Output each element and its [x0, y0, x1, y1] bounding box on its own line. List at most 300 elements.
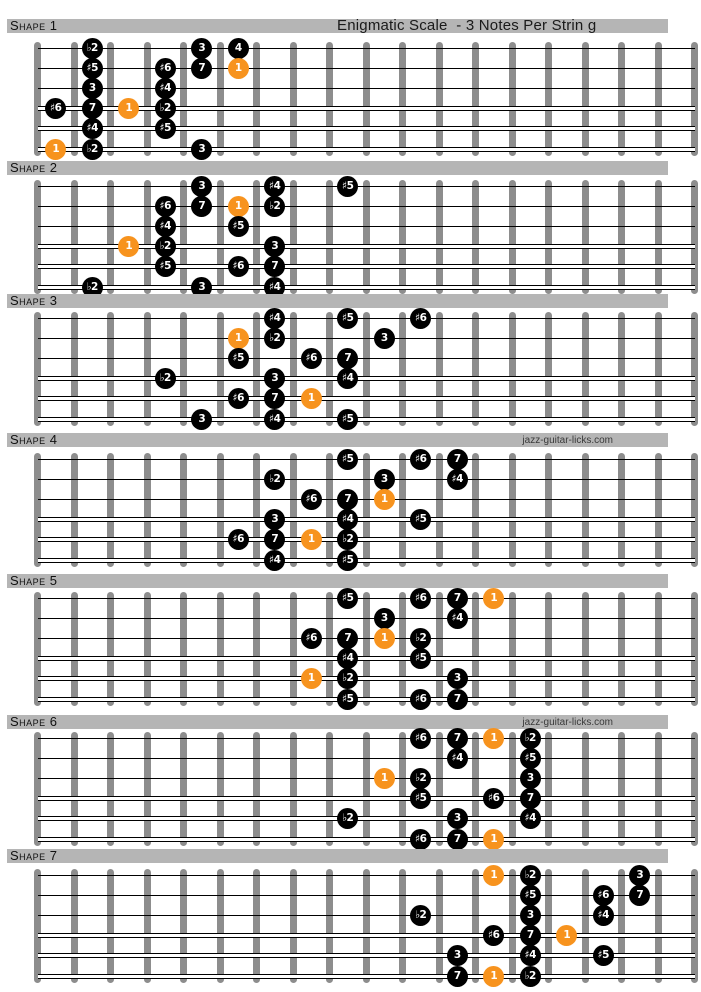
note-dot: ♯6: [410, 308, 431, 329]
fret-bar: [691, 180, 698, 294]
fret-bar: [253, 732, 260, 846]
string-line: [38, 285, 695, 290]
fret-bar: [34, 180, 41, 294]
fret-bar: [144, 732, 151, 846]
fret-bar: [618, 592, 625, 706]
fret-bar: [545, 453, 552, 567]
fret-bar: [399, 453, 406, 567]
fret-bar: [326, 312, 333, 426]
note-dot: 7: [447, 829, 468, 850]
note-dot: 3: [520, 905, 541, 926]
fret-bar: [71, 42, 78, 156]
string-line: [38, 638, 695, 639]
note-dot: ♯4: [264, 277, 285, 298]
string-line: [38, 396, 695, 401]
note-dot: ♭2: [337, 529, 358, 550]
fret-bar: [436, 312, 443, 426]
note-dot: ♭2: [410, 628, 431, 649]
fret-bar: [253, 312, 260, 426]
shape-header-label: Shape 1: [10, 18, 58, 33]
fret-bar: [180, 453, 187, 567]
fret-bar: [326, 180, 333, 294]
fret-bar: [107, 732, 114, 846]
note-dot: ♭2: [410, 905, 431, 926]
note-dot: ♭2: [520, 966, 541, 987]
fret-bar: [509, 869, 516, 983]
fret-bar: [217, 869, 224, 983]
note-dot: ♭2: [264, 196, 285, 217]
fret-bar: [107, 180, 114, 294]
watermark-text: jazz-guitar-licks.com: [522, 435, 613, 446]
fret-bar: [399, 42, 406, 156]
page-title: Enigmatic Scale - 3 Notes Per Strin g: [337, 17, 597, 34]
string-line: [38, 376, 695, 381]
fret-bar: [691, 453, 698, 567]
fret-bar: [253, 869, 260, 983]
fret-bar: [144, 592, 151, 706]
note-dot: ♯4: [264, 409, 285, 430]
fret-bar: [655, 312, 662, 426]
string-line: [38, 558, 695, 563]
fret-bar: [399, 592, 406, 706]
fret-bar: [582, 42, 589, 156]
string-line: [38, 338, 695, 339]
note-dot: ♯4: [520, 945, 541, 966]
note-dot: ♯5: [520, 748, 541, 769]
string-line: [38, 459, 695, 460]
fret-bar: [363, 592, 370, 706]
root-dot: 1: [228, 328, 249, 349]
fret-bar: [144, 869, 151, 983]
note-dot: ♯6: [410, 588, 431, 609]
fret-bar: [363, 180, 370, 294]
note-dot: ♯6: [228, 256, 249, 277]
note-dot: ♯4: [593, 905, 614, 926]
fret-bar: [217, 453, 224, 567]
note-dot: 7: [447, 728, 468, 749]
string-line: [38, 974, 695, 979]
note-dot: ♯6: [410, 728, 431, 749]
note-dot: 7: [264, 256, 285, 277]
fret-bar: [399, 732, 406, 846]
note-dot: ♯5: [410, 788, 431, 809]
note-dot: 3: [447, 668, 468, 689]
note-dot: ♭2: [264, 328, 285, 349]
shape-header-label: Shape 5: [10, 573, 58, 588]
fret-bar: [582, 180, 589, 294]
note-dot: 7: [337, 489, 358, 510]
note-dot: 3: [447, 808, 468, 829]
note-dot: ♯5: [337, 308, 358, 329]
root-dot: 1: [228, 58, 249, 79]
string-line: [38, 48, 695, 49]
fret-bar: [144, 453, 151, 567]
string-line: [38, 226, 695, 227]
fret-bar: [71, 312, 78, 426]
root-dot: 1: [118, 98, 139, 119]
note-dot: ♯6: [228, 529, 249, 550]
note-dot: ♯6: [483, 925, 504, 946]
fret-bar: [618, 732, 625, 846]
fret-bar: [217, 180, 224, 294]
note-dot: 7: [82, 98, 103, 119]
fret-bar: [107, 453, 114, 567]
fret-bar: [509, 312, 516, 426]
string-line: [38, 358, 695, 359]
fret-bar: [509, 42, 516, 156]
string-line: [38, 517, 695, 522]
note-dot: 3: [374, 328, 395, 349]
note-dot: ♭2: [82, 139, 103, 160]
fret-bar: [144, 180, 151, 294]
note-dot: ♯6: [410, 449, 431, 470]
fret-bar: [107, 312, 114, 426]
fret-bar: [363, 312, 370, 426]
note-dot: 3: [191, 277, 212, 298]
note-dot: 3: [629, 865, 650, 886]
fret-bar: [509, 180, 516, 294]
fret-bar: [180, 869, 187, 983]
fret-bar: [180, 312, 187, 426]
note-dot: ♭2: [155, 236, 176, 257]
note-dot: ♯5: [337, 689, 358, 710]
note-dot: ♯5: [82, 58, 103, 79]
note-dot: ♯6: [593, 885, 614, 906]
note-dot: ♯5: [337, 176, 358, 197]
fret-bar: [107, 42, 114, 156]
root-dot: 1: [301, 668, 322, 689]
fret-bar: [691, 592, 698, 706]
fret-bar: [472, 453, 479, 567]
note-dot: 3: [520, 768, 541, 789]
note-dot: ♭2: [410, 768, 431, 789]
note-dot: ♭2: [155, 368, 176, 389]
fret-bar: [399, 180, 406, 294]
note-dot: ♯6: [301, 628, 322, 649]
fret-bar: [545, 180, 552, 294]
string-line: [38, 933, 695, 938]
root-dot: 1: [374, 489, 395, 510]
fret-bar: [618, 453, 625, 567]
note-dot: ♯6: [483, 788, 504, 809]
root-dot: 1: [483, 588, 504, 609]
fret-bar: [509, 592, 516, 706]
note-dot: 3: [374, 608, 395, 629]
fret-bar: [436, 592, 443, 706]
fret-bar: [326, 42, 333, 156]
fret-bar: [582, 592, 589, 706]
fret-bar: [180, 592, 187, 706]
fret-bar: [34, 869, 41, 983]
fret-bar: [290, 592, 297, 706]
note-dot: ♯5: [337, 449, 358, 470]
fret-bar: [180, 732, 187, 846]
fret-bar: [436, 732, 443, 846]
fret-bar: [253, 592, 260, 706]
fret-bar: [217, 42, 224, 156]
note-dot: 3: [447, 945, 468, 966]
note-dot: ♯5: [593, 945, 614, 966]
fret-bar: [290, 42, 297, 156]
shape-header-bar: [7, 574, 668, 588]
note-dot: ♯4: [337, 648, 358, 669]
fret-bar: [71, 869, 78, 983]
note-dot: 3: [264, 509, 285, 530]
string-line: [38, 875, 695, 876]
string-line: [38, 126, 695, 131]
fret-bar: [655, 42, 662, 156]
fret-bar: [582, 869, 589, 983]
note-dot: ♯6: [301, 489, 322, 510]
shape-header-bar: [7, 19, 668, 33]
note-dot: ♯4: [447, 608, 468, 629]
fret-bar: [71, 732, 78, 846]
fret-bar: [655, 592, 662, 706]
fret-bar: [71, 592, 78, 706]
root-dot: 1: [228, 196, 249, 217]
fret-bar: [107, 592, 114, 706]
fret-bar: [691, 312, 698, 426]
string-line: [38, 697, 695, 702]
fret-bar: [436, 42, 443, 156]
fret-bar: [290, 180, 297, 294]
string-line: [38, 417, 695, 422]
fret-bar: [472, 592, 479, 706]
fret-bar: [34, 42, 41, 156]
note-dot: 3: [264, 236, 285, 257]
note-dot: ♯4: [155, 78, 176, 99]
string-line: [38, 68, 695, 69]
fret-bar: [691, 42, 698, 156]
note-dot: ♯5: [337, 550, 358, 571]
fret-bar: [290, 453, 297, 567]
note-dot: ♭2: [155, 98, 176, 119]
string-line: [38, 816, 695, 821]
note-dot: ♯5: [337, 409, 358, 430]
string-line: [38, 186, 695, 187]
shape-header-label: Shape 4: [10, 432, 58, 447]
note-dot: ♭2: [520, 728, 541, 749]
note-dot: ♯5: [155, 256, 176, 277]
string-line: [38, 88, 695, 89]
fret-bar: [326, 732, 333, 846]
root-dot: 1: [556, 925, 577, 946]
string-line: [38, 318, 695, 319]
root-dot: 1: [483, 865, 504, 886]
fret-bar: [655, 732, 662, 846]
fret-bar: [71, 453, 78, 567]
root-dot: 1: [301, 529, 322, 550]
shape-header-bar: [7, 161, 668, 175]
shape-header-label: Shape 6: [10, 714, 58, 729]
fret-bar: [363, 42, 370, 156]
root-dot: 1: [374, 768, 395, 789]
string-line: [38, 598, 695, 599]
fret-bar: [655, 180, 662, 294]
string-line: [38, 206, 695, 207]
fret-bar: [436, 180, 443, 294]
note-dot: ♯4: [337, 509, 358, 530]
note-dot: 7: [337, 628, 358, 649]
watermark-text: jazz-guitar-licks.com: [522, 717, 613, 728]
shape-header-label: Shape 2: [10, 160, 58, 175]
note-dot: ♭2: [82, 38, 103, 59]
note-dot: ♯4: [264, 176, 285, 197]
root-dot: 1: [301, 388, 322, 409]
note-dot: ♯6: [301, 348, 322, 369]
fret-bar: [618, 869, 625, 983]
note-dot: ♯4: [264, 550, 285, 571]
fret-bar: [290, 869, 297, 983]
root-dot: 1: [483, 829, 504, 850]
fret-bar: [509, 453, 516, 567]
note-dot: ♭2: [520, 865, 541, 886]
shape-header-bar: [7, 433, 668, 447]
fret-bar: [691, 732, 698, 846]
fret-bar: [618, 180, 625, 294]
fret-bar: [144, 312, 151, 426]
string-line: [38, 537, 695, 542]
shape-header-bar: [7, 715, 668, 729]
note-dot: 7: [447, 588, 468, 609]
note-dot: 7: [191, 196, 212, 217]
note-dot: ♯6: [155, 58, 176, 79]
fret-bar: [363, 869, 370, 983]
note-dot: ♯4: [82, 118, 103, 139]
note-dot: 3: [264, 368, 285, 389]
string-line: [38, 147, 695, 152]
note-dot: ♯5: [337, 588, 358, 609]
fret-bar: [71, 180, 78, 294]
note-dot: 7: [264, 388, 285, 409]
fret-bar: [618, 312, 625, 426]
note-dot: 7: [629, 885, 650, 906]
note-dot: 7: [447, 966, 468, 987]
fret-bar: [34, 732, 41, 846]
string-line: [38, 618, 695, 619]
fret-bar: [326, 869, 333, 983]
fret-bar: [363, 732, 370, 846]
fret-bar: [545, 732, 552, 846]
fret-bar: [545, 42, 552, 156]
fret-bar: [545, 869, 552, 983]
note-dot: ♯4: [447, 469, 468, 490]
root-dot: 1: [45, 139, 66, 160]
note-dot: ♯6: [410, 829, 431, 850]
fret-bar: [545, 592, 552, 706]
note-dot: ♯4: [520, 808, 541, 829]
shape-header-bar: [7, 849, 668, 863]
string-line: [38, 758, 695, 759]
fret-bar: [253, 42, 260, 156]
note-dot: 7: [520, 925, 541, 946]
string-line: [38, 778, 695, 779]
fret-bar: [253, 180, 260, 294]
fret-bar: [326, 453, 333, 567]
note-dot: 7: [447, 449, 468, 470]
string-line: [38, 738, 695, 739]
fret-bar: [582, 453, 589, 567]
fret-bar: [545, 312, 552, 426]
fret-bar: [290, 732, 297, 846]
note-dot: ♭2: [264, 469, 285, 490]
shape-header-label: Shape 7: [10, 848, 58, 863]
string-line: [38, 796, 695, 801]
string-line: [38, 264, 695, 269]
string-line: [38, 837, 695, 842]
note-dot: 3: [82, 78, 103, 99]
note-dot: ♯5: [410, 509, 431, 530]
note-dot: 3: [191, 139, 212, 160]
fret-bar: [34, 312, 41, 426]
note-dot: 7: [337, 348, 358, 369]
note-dot: ♯6: [228, 388, 249, 409]
fret-bar: [472, 869, 479, 983]
note-dot: ♯4: [337, 368, 358, 389]
fret-bar: [582, 312, 589, 426]
fret-bar: [217, 732, 224, 846]
note-dot: 3: [191, 38, 212, 59]
note-dot: 7: [447, 689, 468, 710]
fret-bar: [472, 312, 479, 426]
note-dot: ♯4: [264, 308, 285, 329]
fret-bar: [436, 869, 443, 983]
note-dot: 4: [228, 38, 249, 59]
note-dot: 3: [191, 176, 212, 197]
note-dot: ♯5: [228, 216, 249, 237]
note-dot: 7: [191, 58, 212, 79]
shape-header-bar: [7, 294, 668, 308]
fret-bar: [655, 869, 662, 983]
note-dot: 7: [520, 788, 541, 809]
fret-bar: [691, 869, 698, 983]
fret-bar: [472, 180, 479, 294]
fret-bar: [107, 869, 114, 983]
shape-header-label: Shape 3: [10, 293, 58, 308]
fret-bar: [290, 312, 297, 426]
fret-bar: [180, 180, 187, 294]
note-dot: 7: [264, 529, 285, 550]
note-dot: ♯4: [447, 748, 468, 769]
fret-bar: [472, 732, 479, 846]
root-dot: 1: [118, 236, 139, 257]
fret-bar: [253, 453, 260, 567]
fret-bar: [180, 42, 187, 156]
note-dot: ♯5: [410, 648, 431, 669]
fret-bar: [399, 869, 406, 983]
fret-bar: [655, 453, 662, 567]
fret-bar: [582, 732, 589, 846]
note-dot: ♯6: [45, 98, 66, 119]
note-dot: ♯6: [155, 196, 176, 217]
note-dot: 3: [191, 409, 212, 430]
note-dot: ♯5: [228, 348, 249, 369]
fret-bar: [363, 453, 370, 567]
note-dot: ♭2: [337, 668, 358, 689]
fret-bar: [326, 592, 333, 706]
fret-bar: [34, 453, 41, 567]
note-dot: ♯6: [410, 689, 431, 710]
string-line: [38, 656, 695, 661]
fret-bar: [399, 312, 406, 426]
fret-bar: [217, 312, 224, 426]
root-dot: 1: [374, 628, 395, 649]
fret-bar: [34, 592, 41, 706]
string-line: [38, 499, 695, 500]
fret-bar: [217, 592, 224, 706]
root-dot: 1: [483, 966, 504, 987]
note-dot: ♯5: [520, 885, 541, 906]
